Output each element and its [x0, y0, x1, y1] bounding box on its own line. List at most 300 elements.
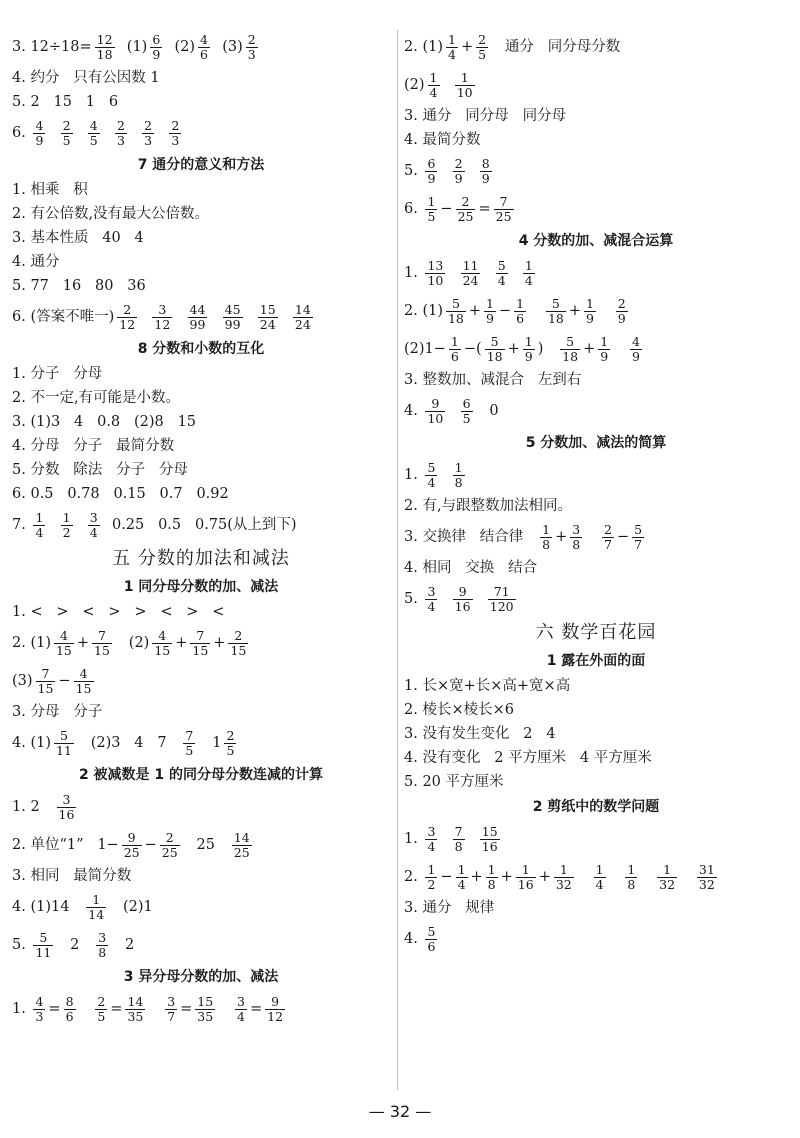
fraction — [456, 195, 476, 224]
answer-line — [12, 990, 390, 1028]
answer-text: 1. — [12, 1001, 31, 1017]
answer-line — [12, 506, 390, 544]
denominator: 4 — [427, 838, 436, 854]
denominator: 4 — [237, 1008, 245, 1024]
numerator: 11 — [462, 257, 479, 273]
numerator: 1 — [521, 861, 530, 877]
fraction — [554, 863, 574, 892]
denominator: 9 — [632, 348, 640, 364]
answer-text: 4. 没有变化 2 平方厘米 4 平方厘米 — [404, 750, 652, 766]
fraction — [150, 33, 162, 62]
denominator: 4 — [429, 84, 438, 100]
answer-line — [404, 368, 788, 392]
answer-text: (2) — [404, 77, 425, 93]
answer-text: + — [460, 39, 474, 55]
fraction — [92, 629, 112, 658]
denominator: 8 — [98, 944, 107, 960]
answer-text: = — [180, 1001, 193, 1017]
numerator: 45 — [224, 301, 241, 317]
answer-text — [210, 305, 219, 329]
fraction — [425, 863, 437, 892]
answer-text: 4. (1) — [12, 735, 51, 751]
answer-text: = — [249, 1001, 263, 1017]
fraction — [74, 667, 94, 696]
fraction — [453, 585, 473, 614]
denominator: 35 — [127, 1008, 144, 1024]
answer-text — [48, 121, 57, 145]
numerator: 9 — [127, 829, 136, 845]
answer-line — [12, 624, 390, 662]
answer-line — [404, 456, 788, 494]
numerator: 2 — [454, 155, 463, 171]
answer-text: 1. — [404, 831, 423, 847]
answer-text — [448, 261, 457, 285]
fraction — [54, 729, 74, 758]
answer-line — [12, 788, 390, 826]
denominator: 10 — [456, 84, 473, 100]
numerator: 4 — [35, 993, 44, 1009]
answer-text: −( — [463, 341, 482, 357]
denominator: 3 — [144, 132, 153, 148]
denominator: 16 — [454, 598, 471, 614]
answer-line — [404, 674, 788, 698]
answer-line — [404, 254, 788, 292]
fraction — [61, 119, 73, 148]
numerator: 3 — [98, 929, 107, 945]
denominator: 4 — [497, 272, 506, 288]
answer-text: 3. 整数加、减混合 左到右 — [404, 372, 582, 388]
numerator: 1 — [427, 861, 436, 877]
numerator: 1 — [486, 295, 494, 311]
fraction — [594, 863, 606, 892]
answer-text: − — [499, 303, 512, 319]
denominator: 16 — [58, 806, 75, 822]
answer-text: 4. — [404, 403, 423, 419]
answer-text: 4. 通分 — [12, 254, 60, 270]
answer-text — [577, 865, 591, 889]
column-divider — [397, 30, 398, 1090]
answer-text: 2. — [404, 869, 423, 885]
denominator: 15 — [192, 642, 209, 658]
fraction — [57, 793, 77, 822]
fraction — [625, 863, 637, 892]
numerator: 3 — [62, 791, 71, 807]
answer-text: (2)3 4 7 — [76, 735, 181, 751]
denominator: 25 — [233, 844, 250, 860]
answer-text — [246, 305, 255, 329]
answer-text: 5. 2 15 1 6 — [12, 94, 119, 110]
fraction — [632, 523, 644, 552]
fraction — [560, 335, 580, 364]
answer-text: (3) — [213, 39, 243, 55]
fraction — [198, 33, 210, 62]
answer-text: − — [616, 529, 630, 545]
numerator: 5 — [490, 333, 499, 349]
answer-text: 5. 77 16 80 36 — [12, 278, 146, 294]
denominator: 4 — [524, 272, 533, 288]
answer-text: + — [468, 303, 482, 319]
fraction — [602, 523, 614, 552]
fraction — [546, 297, 566, 326]
answer-text — [468, 159, 477, 183]
fraction — [425, 461, 437, 490]
fraction — [228, 629, 248, 658]
answer-line — [12, 700, 390, 724]
denominator: 15 — [37, 680, 54, 696]
numerator: 2 — [62, 117, 71, 133]
answer-text — [483, 261, 492, 285]
denominator: 32 — [698, 876, 715, 892]
fraction — [195, 995, 215, 1024]
denominator: 18 — [96, 46, 113, 62]
answer-text — [443, 73, 452, 97]
fraction — [223, 303, 243, 332]
numerator: 13 — [427, 257, 444, 273]
answer-text: 3. 基本性质 40 4 — [12, 230, 144, 246]
denominator: 8 — [487, 876, 496, 892]
answer-text: 5. 分数 除法 分子 分母 — [12, 462, 188, 478]
denominator: 15 — [154, 642, 171, 658]
answer-line — [12, 600, 390, 624]
answer-line — [12, 28, 390, 66]
numerator: 9 — [431, 395, 440, 411]
denominator: 25 — [161, 844, 178, 860]
answer-line — [12, 826, 390, 864]
answer-text: + — [507, 341, 520, 357]
answer-text: 7. — [12, 517, 31, 533]
answer-text: 1. 相乘 积 — [12, 182, 88, 198]
answer-text — [281, 305, 290, 329]
answer-text: 2. 有公倍数,没有最大公倍数。 — [12, 206, 210, 222]
answer-text: = — [48, 1001, 61, 1017]
numerator: 31 — [698, 861, 715, 877]
fraction — [484, 297, 496, 326]
numerator: 3 — [158, 301, 167, 317]
answer-text — [511, 261, 520, 285]
denominator: 3 — [171, 132, 180, 148]
numerator: 6 — [462, 395, 471, 411]
denominator: 9 — [454, 170, 463, 186]
denominator: 9 — [586, 310, 594, 326]
answer-line — [12, 386, 390, 410]
answer-text — [76, 121, 85, 145]
fraction — [480, 157, 492, 186]
answer-text: 3. 相同 最简分数 — [12, 868, 132, 884]
fraction — [293, 303, 313, 332]
numerator: 2 — [226, 727, 235, 743]
fraction — [425, 925, 437, 954]
denominator: 32 — [659, 876, 676, 892]
numerator: 14 — [127, 993, 144, 1009]
fraction — [616, 297, 628, 326]
numerator: 7 — [196, 627, 205, 643]
answer-line — [12, 724, 390, 762]
answer-line — [404, 556, 788, 580]
answer-text: = — [110, 1001, 123, 1017]
answer-text: 5. — [404, 163, 423, 179]
numerator: 5 — [634, 521, 643, 537]
numerator: 4 — [200, 31, 208, 47]
fraction — [425, 825, 437, 854]
numerator: 1 — [427, 193, 436, 209]
answer-text: 2 — [56, 937, 94, 953]
right-column — [404, 28, 788, 958]
answer-line — [12, 90, 390, 114]
answer-line — [12, 410, 390, 434]
denominator: 99 — [189, 316, 206, 332]
answer-line — [404, 722, 788, 746]
answer-text: + — [555, 529, 568, 545]
answer-text: + — [213, 635, 226, 651]
section-heading: 2 剪纸中的数学问题 — [532, 799, 660, 815]
numerator: 2 — [617, 295, 626, 311]
denominator: 3 — [247, 46, 256, 62]
answer-text: + — [583, 341, 596, 357]
denominator: 9 — [481, 170, 490, 186]
answer-text: 1. — [404, 265, 423, 281]
numerator: 1 — [595, 861, 604, 877]
fraction — [453, 825, 465, 854]
denominator: 4 — [89, 524, 98, 540]
numerator: 3 — [167, 993, 176, 1009]
denominator: 5 — [89, 132, 98, 148]
answer-text: 6. — [12, 125, 31, 141]
answer-text: (3) — [12, 673, 33, 689]
answer-text — [79, 997, 93, 1021]
answer-text — [680, 865, 694, 889]
denominator: 25 — [495, 208, 512, 224]
numerator: 15 — [481, 823, 498, 839]
answer-line — [404, 392, 788, 430]
answer-text: + — [175, 635, 188, 651]
denominator: 4 — [595, 876, 604, 892]
fraction — [514, 297, 526, 326]
answer-text: 6. — [404, 201, 423, 217]
fraction — [61, 511, 73, 540]
denominator: 5 — [462, 410, 471, 426]
answer-text: 3. 没有发生变化 2 4 — [404, 726, 556, 742]
fraction — [33, 995, 45, 1024]
fraction — [96, 931, 108, 960]
numerator: 7 — [185, 727, 194, 743]
answer-text: 2. 不一定,有可能是小数。 — [12, 390, 181, 406]
answer-line — [12, 888, 390, 926]
fraction — [461, 259, 481, 288]
fraction — [117, 303, 137, 332]
answer-line — [404, 330, 788, 368]
numerator: 14 — [233, 829, 250, 845]
denominator: 4 — [427, 598, 436, 614]
denominator: 2 — [427, 876, 436, 892]
numerator: 1 — [447, 31, 456, 47]
denominator: 3 — [116, 132, 125, 148]
fraction — [88, 119, 100, 148]
numerator: 9 — [458, 583, 467, 599]
denominator: 6 — [516, 310, 525, 326]
denominator: 12 — [119, 316, 136, 332]
fraction — [598, 335, 610, 364]
answer-text: 通分 同分母分数 — [491, 39, 621, 55]
denominator: 9 — [152, 46, 161, 62]
answer-text: 3. 通分 同分母 同分母 — [404, 108, 567, 124]
denominator: 8 — [454, 838, 463, 854]
fraction — [33, 511, 45, 540]
denominator: 5 — [226, 742, 235, 758]
answer-text: − — [144, 837, 157, 853]
section-heading: 7 通分的意义和方法 — [137, 157, 265, 173]
numerator: 5 — [427, 459, 436, 475]
answer-text: 1. 2 — [12, 799, 54, 815]
fraction — [449, 335, 461, 364]
section-heading: 1 同分母分数的加、减法 — [123, 579, 279, 595]
answer-text — [140, 305, 149, 329]
numerator: 1 — [627, 861, 636, 877]
fraction — [224, 729, 236, 758]
fraction — [246, 33, 258, 62]
answer-line — [12, 274, 390, 298]
denominator: 2 — [62, 524, 71, 540]
numerator: 1 — [542, 521, 551, 537]
answer-line — [404, 66, 788, 104]
numerator: 1 — [35, 509, 44, 525]
numerator: 2 — [97, 993, 106, 1009]
answer-text: 2 — [111, 937, 135, 953]
fraction — [122, 831, 142, 860]
numerator: 2 — [478, 31, 487, 47]
denominator: 11 — [55, 742, 72, 758]
numerator: 4 — [59, 627, 68, 643]
answer-line — [404, 820, 788, 858]
denominator: 6 — [450, 348, 459, 364]
denominator: 25 — [123, 844, 140, 860]
answer-text: 2. (1) — [404, 39, 443, 55]
denominator: 25 — [457, 208, 474, 224]
denominator: 4 — [427, 474, 436, 490]
denominator: 5 — [185, 742, 194, 758]
answer-text: + — [76, 635, 90, 651]
numerator: 2 — [604, 521, 612, 537]
section-heading: 8 分数和小数的互化 — [137, 341, 265, 357]
numerator: 71 — [493, 583, 510, 599]
numerator: 3 — [572, 521, 581, 537]
answer-text: (2) — [165, 39, 196, 55]
numerator: 5 — [427, 923, 436, 939]
numerator: 1 — [460, 69, 469, 85]
denominator: 24 — [462, 272, 479, 288]
answer-text — [218, 997, 232, 1021]
fraction — [630, 335, 642, 364]
numerator: 1 — [487, 861, 496, 877]
answer-text: (2)1− — [404, 341, 446, 357]
numerator: 14 — [294, 301, 311, 317]
answer-line — [404, 104, 788, 128]
answer-line — [12, 458, 390, 482]
fraction — [494, 195, 514, 224]
answer-line — [12, 226, 390, 250]
answer-text: 3. 交换律 结合律 — [404, 529, 538, 545]
numerator: 8 — [481, 155, 490, 171]
fraction — [142, 119, 154, 148]
numerator: 2 — [461, 193, 470, 209]
answer-text — [440, 587, 449, 611]
answer-text: 4. — [404, 931, 423, 947]
answer-line — [404, 698, 788, 722]
section-heading: 2 被减数是 1 的同分母分数连减的计算 — [78, 767, 324, 783]
answer-line — [404, 292, 788, 330]
answer-line — [404, 746, 788, 770]
answer-text — [599, 299, 613, 323]
answer-text: 3. 分母 分子 — [12, 704, 103, 720]
answer-line — [12, 114, 390, 152]
fraction — [570, 523, 582, 552]
answer-line — [12, 926, 390, 964]
answer-line — [12, 250, 390, 274]
answer-text — [440, 827, 449, 851]
answer-text — [585, 525, 599, 549]
denominator: 10 — [427, 410, 444, 426]
numerator: 5 — [39, 929, 48, 945]
numerator: 7 — [454, 823, 463, 839]
answer-text: − — [440, 869, 453, 885]
answer-text: 0 — [475, 403, 499, 419]
answer-text: 4. 约分 只有公因数 1 — [12, 70, 160, 86]
numerator: 6 — [152, 31, 161, 47]
answer-text: + — [538, 869, 551, 885]
answer-text: + — [500, 869, 513, 885]
answer-line — [12, 178, 390, 202]
answer-line — [404, 770, 788, 794]
fraction — [523, 335, 535, 364]
fraction — [160, 831, 180, 860]
answer-text: + — [568, 303, 581, 319]
fraction — [115, 119, 127, 148]
answer-text: 4. 相同 交换 结合 — [404, 560, 538, 576]
fraction — [425, 157, 437, 186]
answer-text: 5. 20 平方厘米 — [404, 774, 504, 790]
answer-line — [404, 152, 788, 190]
fraction — [152, 629, 172, 658]
fraction — [88, 511, 100, 540]
answer-text: 1. 分子 分母 — [12, 366, 103, 382]
fraction — [165, 995, 177, 1024]
answer-line — [404, 858, 788, 896]
answer-text: ) — [537, 341, 558, 357]
answer-text: 4. 最简分数 — [404, 132, 481, 148]
fraction — [657, 863, 677, 892]
section-heading: 1 露在外面的面 — [546, 653, 646, 669]
fraction — [190, 629, 210, 658]
numerator: 5 — [566, 333, 575, 349]
numerator: 1 — [524, 333, 533, 349]
numerator: 2 — [247, 31, 256, 47]
numerator: 4 — [158, 627, 167, 643]
answer-line — [12, 362, 390, 386]
numerator: 2 — [144, 117, 153, 133]
answer-text: − — [58, 673, 71, 689]
fraction — [265, 995, 285, 1024]
denominator: 15 — [55, 642, 72, 658]
numerator: 7 — [41, 665, 50, 681]
denominator: 5 — [97, 1008, 106, 1024]
fraction — [455, 71, 475, 100]
denominator: 35 — [197, 1008, 214, 1024]
numerator: 2 — [116, 117, 125, 133]
denominator: 32 — [555, 876, 572, 892]
answer-text: 1. < > < > > < > < — [12, 604, 225, 620]
denominator: 15 — [75, 680, 92, 696]
denominator: 15 — [94, 642, 110, 658]
denominator: 12 — [154, 316, 171, 332]
